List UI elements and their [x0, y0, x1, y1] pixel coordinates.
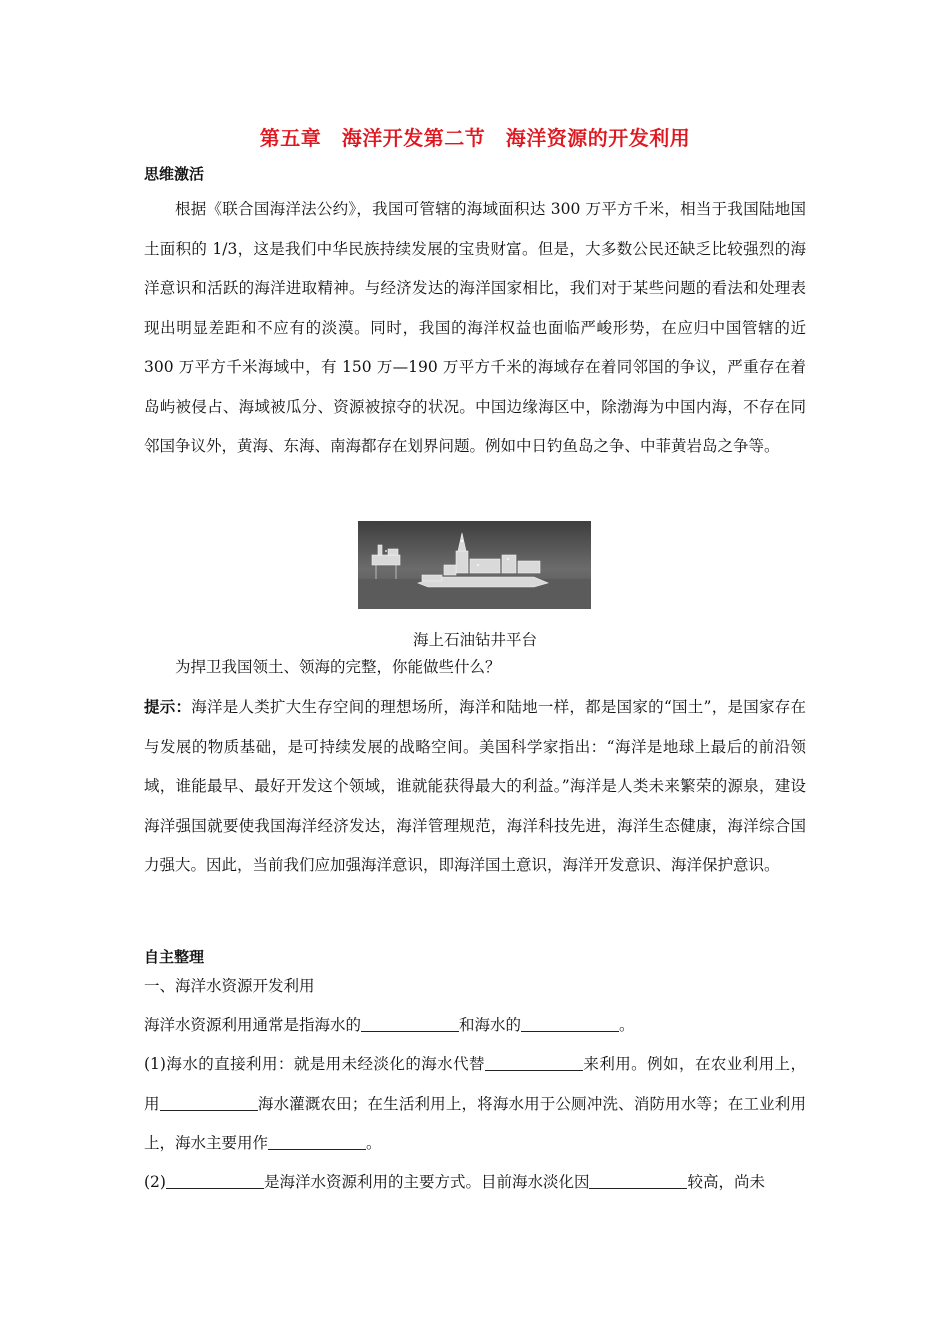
- fill-blank[interactable]: [160, 1096, 258, 1111]
- figure-caption: 海上石油钻井平台: [412, 631, 537, 649]
- fill-text: 海洋水资源利用通常是指海水的: [144, 1016, 362, 1034]
- fill-blank[interactable]: [361, 1017, 459, 1032]
- page-title: 第五章 海洋开发第二节 海洋资源的开发利用: [259, 126, 691, 150]
- oil-platform-photo: [358, 521, 591, 609]
- section-heading-organize: 自主整理: [144, 948, 205, 966]
- fill-line-2: [144, 1163, 806, 1203]
- section-heading-thinking: 思维激活: [144, 165, 205, 183]
- tip-label: 提示：: [144, 698, 192, 716]
- intro-paragraph: 根据《联合国海洋法公约》，我国可管辖的海域面积达 300 万平方千米，相当于我国陆地国土面积的 1/3，这是我们中华民族持续发展的宝贵财富。但是，大多数公民还缺乏比较强烈的海洋意识和活跃的海洋进取精神。与经济发达的海洋国家相比，我们对于某些问题的看法和处理表现出明显差距和不应有的淡漠。同时，我国的海洋权益也面临严峻形势，在应归中国管辖的近 300 万平方千米海域中，有 150 万—190 万平方千米的海域存在着同邻国的争议，严重存在着岛屿被侵占、海域被瓜分、资源被掠夺的状况。中国边缘海区中，除渤海为中国内海，不存在同邻国争议外，黄海、东海、南海都存在划界问题。例如中日钓鱼岛之争、中菲黄岩岛之争等。: [144, 200, 806, 455]
- oil-platform-image: [358, 521, 591, 609]
- question-text: 为捍卫我国领土、领海的完整，你能做些什么？: [175, 658, 501, 676]
- fill-blank[interactable]: [589, 1174, 687, 1189]
- fill-text: 较高，尚未: [687, 1173, 765, 1191]
- fill-text: 。: [619, 1016, 635, 1034]
- fill-text: 来利用。例如，在农业利用上，用: [144, 1055, 806, 1113]
- fill-text: 是海洋水资源利用的主要方式。目前海水淡化因: [263, 1173, 590, 1191]
- fill-text: 。: [366, 1134, 382, 1152]
- fill-blank[interactable]: [485, 1056, 583, 1071]
- fill-blank[interactable]: [521, 1017, 619, 1032]
- fill-blank[interactable]: [166, 1174, 264, 1189]
- fill-paragraph-1: [144, 1045, 806, 1164]
- tip-text: 海洋是人类扩大生存空间的理想场所，海洋和陆地一样，都是国家的“国土”，是国家存在与发展的物质基础，是可持续发展的战略空间。美国科学家指出：“海洋是地球上最后的前沿领域，谁能最早、最好开发这个领域，谁就能获得最大的利益。”海洋是人类未来繁荣的源泉，建设海洋强国就要使我国海洋经济发达，海洋管理规范，海洋科技先进，海洋生态健康，海洋综合国力强大。因此，当前我们应加强海洋意识，即海洋国土意识，海洋开发意识、海洋保护意识。: [144, 698, 806, 874]
- fill-line-1: [144, 1006, 806, 1046]
- fill-text: 海水灌溉农田；在生活利用上，将海水用于公厕冲洗、消防用水等；在工业利用上，海水主要用作: [144, 1094, 806, 1152]
- tip-paragraph: [144, 688, 806, 886]
- fill-blank[interactable]: [268, 1135, 366, 1150]
- fill-text: (2): [144, 1173, 166, 1191]
- subsection-title-water: 一、海洋水资源开发利用: [144, 977, 315, 995]
- fill-text: (1)海水的直接利用：就是用未经淡化的海水代替: [144, 1055, 485, 1073]
- fill-text: 和海水的: [459, 1016, 522, 1034]
